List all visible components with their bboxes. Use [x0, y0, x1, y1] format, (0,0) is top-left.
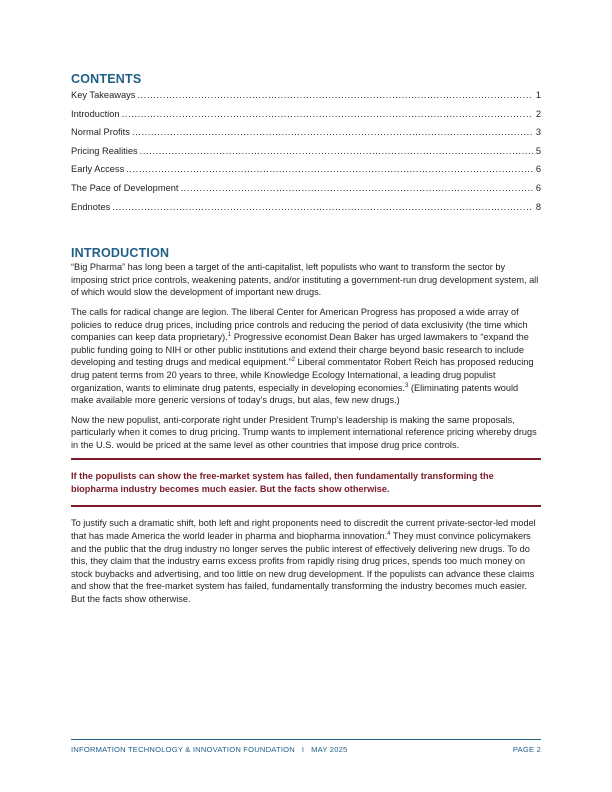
endnote-ref-3[interactable]: 3	[405, 382, 409, 389]
toc-item[interactable]	[71, 90, 541, 109]
toc-item[interactable]	[71, 183, 541, 202]
toc-leader	[122, 109, 533, 119]
paragraph-text: They must convince policymakers and the public that the drug industry no longer serves the public interest of effectively delivering new drugs. To do this, they claim that the industry earns excess profits from rapidly rising drug prices, spends too much money on stock buybacks and advertising, and too little on new drug development. If the populists can advance these claims and show that the free-market system has failed, fundamentally transforming the industry becomes much easier. But the facts show otherwise.	[71, 531, 535, 605]
toc-item-title[interactable]: Introduction	[71, 108, 120, 119]
toc-item[interactable]	[71, 127, 541, 146]
toc-item-title[interactable]: The Pace of Development	[71, 182, 179, 193]
intro-paragraph-1: “Big Pharma” has long been a target of the anti-capitalist, left populists who want to transform the sector by imposing strict price controls, weakening patents, and/or instituting a government-run drug development system, all of which would slow the development of important new drugs.	[71, 262, 539, 298]
toc-item[interactable]	[71, 146, 541, 165]
contents-heading: CONTENTS	[71, 72, 142, 86]
paragraph-text: Progressive economist Dean Baker has urged lawmakers to “expand the public funding going to NIH or other public institutions and extend their charge beyond basic research to include developing and testing drugs and medical equipment.”	[71, 332, 529, 368]
toc-item[interactable]	[71, 109, 541, 128]
table-of-contents	[71, 90, 541, 220]
toc-item-page[interactable]: 3	[535, 127, 541, 138]
toc-item-page[interactable]: 2	[535, 108, 541, 119]
toc-leader	[132, 127, 533, 137]
pull-quote-text: If the populists can show the free-market system has failed, then fundamentally transforming the biopharma industry becomes much easier. But the facts show otherwise.	[71, 471, 494, 495]
toc-leader	[140, 146, 533, 156]
endnote-ref-1[interactable]: 1	[227, 332, 232, 339]
toc-leader	[112, 202, 533, 212]
paragraph-text: The calls for radical change are legion. The liberal Center for American Progress has proposed a wide array of policies to reduce drug prices, including price controls and reducing the period of data exclusivity (the time which companies can keep data proprietary).	[71, 306, 528, 343]
intro-paragraph-2	[71, 306, 541, 407]
paragraph-text: (Eliminating patents would make available more generic versions of today’s drugs, but alas, few new drugs.)	[71, 382, 519, 406]
toc-leader	[126, 164, 533, 174]
page-body	[71, 72, 541, 613]
toc-item-title[interactable]: Normal Profits	[71, 127, 130, 138]
toc-leader	[181, 183, 534, 193]
endnote-ref-2[interactable]: 2	[291, 357, 295, 364]
toc-item-page[interactable]: 5	[535, 145, 541, 156]
introduction-section	[71, 246, 541, 605]
introduction-heading: INTRODUCTION	[71, 246, 170, 261]
intro-paragraph-4	[71, 517, 541, 605]
endnote-ref-4[interactable]: 4	[387, 531, 391, 537]
toc-item-page[interactable]: 6	[535, 182, 541, 193]
toc-leader	[137, 90, 533, 100]
paragraph-text: Liberal commentator Robert Reich has proposed reducing drug patent terms from 20 years to three, while Knowledge Ecology International, a leading drug populist organization, wants to eliminate drug patents, especially in developing economies.	[71, 357, 534, 393]
toc-item[interactable]	[71, 202, 541, 221]
footer-publisher: INFORMATION TECHNOLOGY & INNOVATION FOUNDATION I MAY 2025	[71, 745, 348, 754]
footer-page-number: PAGE 2	[512, 745, 541, 754]
toc-item-page[interactable]: 1	[535, 90, 541, 100]
page-footer	[71, 739, 541, 754]
toc-item-title[interactable]: Early Access	[71, 164, 125, 175]
toc-item-title[interactable]: Key Takeaways	[71, 90, 136, 100]
toc-item-title[interactable]: Pricing Realities	[71, 145, 138, 156]
toc-item[interactable]	[71, 164, 541, 183]
toc-item-page[interactable]: 8	[535, 201, 541, 212]
toc-item-title[interactable]: Endnotes	[71, 201, 111, 212]
pull-quote	[71, 458, 541, 507]
intro-paragraph-3: Now the new populist, anti-corporate right under President Trump’s leadership is making the same proposals, particularly when it comes to drug pricing. Trump wants to implement international reference pricing whereby drugs in the U.S. would be priced at the same level as other countries that impose drug price controls.	[71, 414, 537, 450]
toc-item-page[interactable]: 6	[535, 164, 541, 175]
paragraph-text: To justify such a dramatic shift, both left and right proponents need to discredit the current private-sector-led model that has made America the world leader in pharma and biopharma innovation.	[71, 518, 536, 542]
